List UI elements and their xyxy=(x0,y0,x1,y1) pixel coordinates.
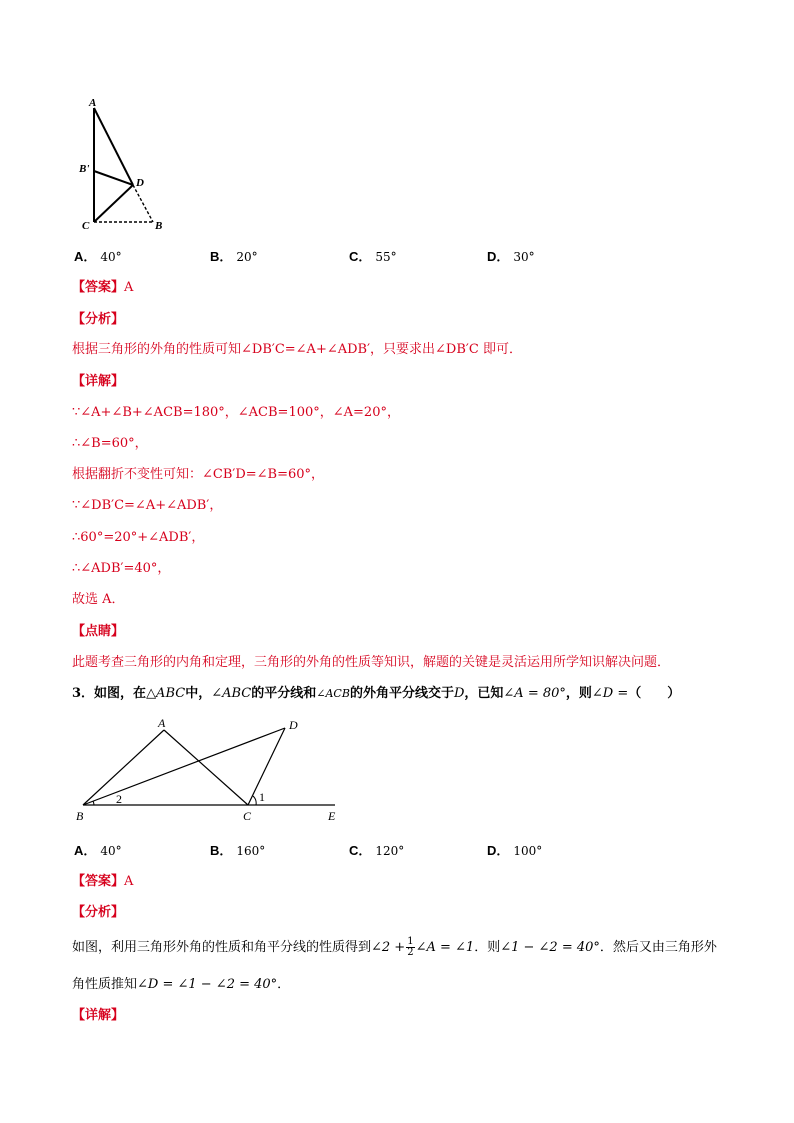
q3-stem xyxy=(72,686,680,702)
q3-angle-acb: ∠ACB xyxy=(316,687,350,700)
q3-label-e: E xyxy=(328,809,336,823)
q2-option-a-letter: A． xyxy=(74,249,97,264)
q3-analysis-tag: 【分析】 xyxy=(72,905,125,920)
q3-analysis-text-2b: ． xyxy=(277,977,291,992)
q3-number: 3． xyxy=(72,686,95,701)
q3-stem-part6: ，则 xyxy=(565,686,592,701)
q2-option-c-value: 55° xyxy=(375,250,397,264)
q3-label-c: C xyxy=(243,809,252,823)
q3-analysis-eq3: ∠D = ∠1 − ∠2 = 40° xyxy=(137,977,278,992)
q3-option-a-letter: A． xyxy=(74,843,97,858)
q2-option-d-letter: D． xyxy=(487,249,510,264)
q3-figure xyxy=(70,712,350,824)
q3-analysis-text-2a: 角性质推知 xyxy=(72,977,138,992)
q2-detail-line-6: ∴∠ADB′=40°， xyxy=(72,561,171,576)
q3-label-b: B xyxy=(76,809,84,823)
q3-stem-part2: 中， xyxy=(185,686,212,701)
q3-label-1: 1 xyxy=(259,790,265,804)
q2-option-d-value: 30° xyxy=(513,250,535,264)
q2-detail-line-5: ∴60°=20°+∠ADB′， xyxy=(72,530,205,545)
q3-answer-tag: 【答案】 xyxy=(72,874,125,889)
q2-figure xyxy=(76,94,176,236)
q3-label-d: D xyxy=(289,718,298,732)
q3-stem-part4: 的外角平分线交于 xyxy=(349,686,454,701)
q3-option-a-value: 40° xyxy=(100,844,122,858)
q3-option-c-value: 120° xyxy=(375,844,405,858)
q3-angle-abc: ∠ABC xyxy=(211,686,252,701)
q3-analysis-text-1b: ．则 xyxy=(474,940,501,955)
q2-label-bprime: B' xyxy=(79,163,90,175)
q3-analysis-text-1a: 如图，利用三角形外角的性质和角平分线的性质得到 xyxy=(72,940,372,955)
q3-option-d-letter: D． xyxy=(487,843,510,858)
q2-answer-value: A xyxy=(124,280,134,295)
q3-option-c-letter: C． xyxy=(349,843,372,858)
q2-comment-text: 此题考查三角形的内角和定理，三角形的外角的性质等知识，解题的关键是灵活运用所学知识解决问题． xyxy=(72,655,671,670)
q3-analysis-line-1 xyxy=(72,937,717,958)
q2-option-b-letter: B． xyxy=(210,249,233,264)
q2-analysis-text: 根据三角形的外角的性质可知∠DB′C=∠A+∠ADB′，只要求出∠DB′C 即可． xyxy=(72,342,522,357)
q3-analysis-eq2: ∠1 − ∠2 = 40° xyxy=(500,940,600,955)
q2-detail-line-7: 故选 A． xyxy=(72,592,125,607)
q2-detail-tag: 【详解】 xyxy=(72,374,125,389)
q2-detail-line-1: ∵∠A+∠B+∠ACB=180°，∠ACB=100°，∠A=20°， xyxy=(72,405,400,420)
q3-answer xyxy=(72,874,133,890)
q2-detail-line-2: ∴∠B=60°， xyxy=(72,436,148,451)
q3-label-a: A xyxy=(158,716,166,730)
q3-detail-tag: 【详解】 xyxy=(72,1008,125,1023)
q3-given: ∠A = 80° xyxy=(503,686,566,701)
q3-analysis-line-2 xyxy=(72,977,290,993)
q2-detail-line-3: 根据翻折不变性可知：∠CB′D=∠B=60°， xyxy=(72,467,325,482)
q3-fraction-denominator: 2 xyxy=(407,947,414,958)
q3-fraction-numerator: 1 xyxy=(407,936,414,947)
q3-analysis-text-1c: ．然后又由三角形外 xyxy=(599,940,717,955)
q3-option-d-value: 100° xyxy=(513,844,543,858)
q3-label-2: 2 xyxy=(116,792,122,806)
q2-label-d: D xyxy=(136,177,144,189)
q3-analysis-eq1-a: ∠2 + xyxy=(371,940,406,955)
q2-option-a-value: 40° xyxy=(100,250,122,264)
q3-analysis-eq1-b: ∠A = ∠1 xyxy=(415,940,475,955)
q2-label-b: B xyxy=(155,220,163,232)
q2-label-c: C xyxy=(82,220,90,232)
q2-answer-tag: 【答案】 xyxy=(72,280,125,295)
q2-answer xyxy=(72,280,133,296)
q3-paren: （ ） xyxy=(628,686,681,701)
q3-option-b-value: 160° xyxy=(236,844,266,858)
q2-analysis-tag: 【分析】 xyxy=(72,312,125,327)
q3-ask: ∠D = xyxy=(591,686,629,701)
q3-option-b-letter: B． xyxy=(210,843,233,858)
q2-label-a: A xyxy=(89,97,97,109)
q2-option-c-letter: C． xyxy=(349,249,372,264)
q2-option-b-value: 20° xyxy=(236,250,258,264)
q3-point-d: D xyxy=(453,686,465,701)
q3-answer-value: A xyxy=(124,874,134,889)
q2-detail-line-4: ∵∠DB′C=∠A+∠ADB′， xyxy=(72,498,223,513)
q3-stem-part5: ，已知 xyxy=(464,686,504,701)
q3-triangle: △ABC xyxy=(146,686,186,701)
q2-comment-tag: 【点睛】 xyxy=(72,624,125,639)
q3-analysis-fraction xyxy=(406,937,414,958)
q3-stem-part3: 的平分线和 xyxy=(251,686,317,701)
q3-stem-part1: 如图，在 xyxy=(94,686,147,701)
